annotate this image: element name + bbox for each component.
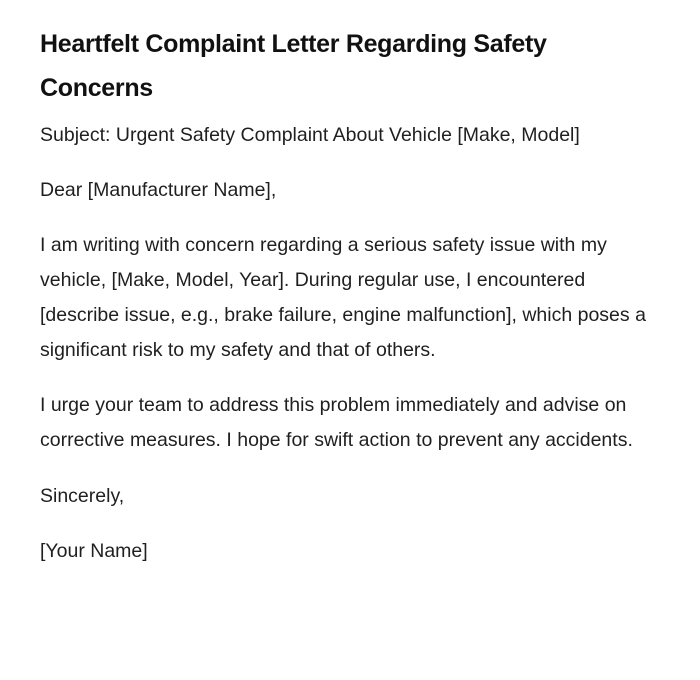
body-paragraph-1: I am writing with concern regarding a serious safety issue with my vehicle, [Make, Model, Year]. During regular use, I encountered [describe issue, e.g., brake failure, engine malfunction], which poses a significant risk to my safety and that of others. xyxy=(40,234,646,361)
salutation: Dear [Manufacturer Name], xyxy=(40,179,277,201)
closing: Sincerely, xyxy=(40,485,125,507)
letter-title: Heartfelt Complaint Letter Regarding Safety Concerns xyxy=(40,30,547,102)
signature: [Your Name] xyxy=(40,540,148,562)
body-paragraph-2: I urge your team to address this problem immediately and advise on corrective measures. I hope for swift action to prevent any accidents. xyxy=(40,394,633,451)
subject-line: Subject: Urgent Safety Complaint About Vehicle [Make, Model] xyxy=(40,124,580,146)
